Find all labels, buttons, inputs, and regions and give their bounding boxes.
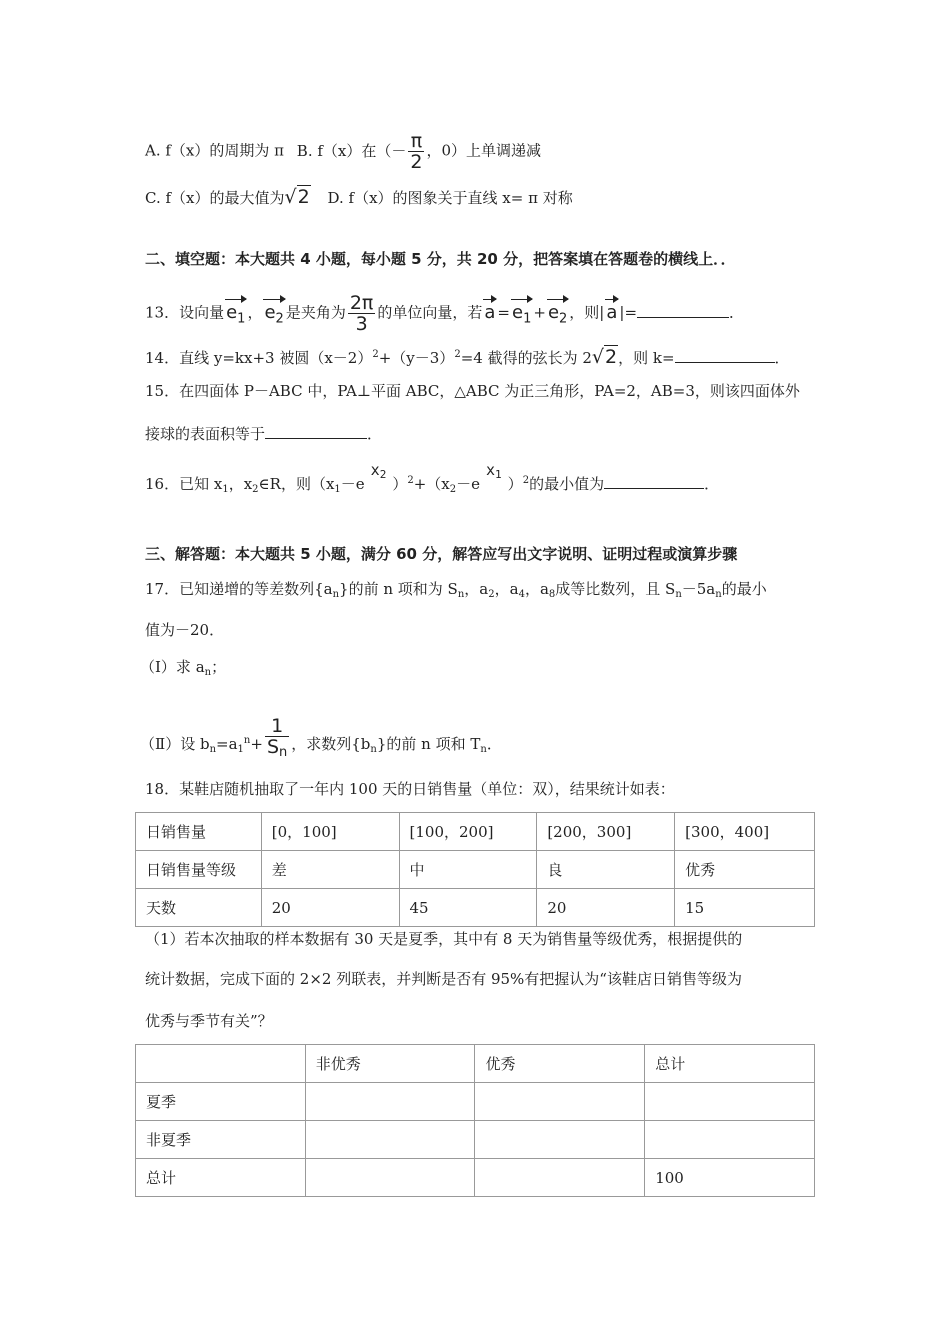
- table-cell: 总计: [136, 1159, 306, 1197]
- vector-e1-b: $e_1$: [510, 302, 533, 331]
- table-cell-input[interactable]: [475, 1083, 645, 1121]
- section2-title: 二、填空题：本大题共 4 小题，每小题 5 分，共 20 分，把答案填在答题卷的横线上．．: [145, 250, 736, 268]
- table-cell: [200，300]: [537, 813, 675, 851]
- option-b-fraction: $\frac{\pi}{2}$: [410, 130, 423, 173]
- section3-title: 三、解答题：本大题共 5 小题，满分 60 分，解答应写出文字说明、证明过程或演算步骤: [145, 545, 738, 563]
- table-cell: 天数: [136, 889, 262, 927]
- option-b-prefix: B. f（x）在（－: [296, 141, 407, 160]
- answer-blank[interactable]: [604, 472, 704, 489]
- table-row: [136, 1121, 815, 1159]
- answer-blank[interactable]: [675, 346, 775, 363]
- q18-intro: 18．某鞋店随机抽取了一年内 100 天的日销售量（单位：双），结果统计如表：: [145, 780, 675, 798]
- option-b-suffix: ，0）上单调递减: [426, 141, 542, 160]
- table-cell: [100，200]: [399, 813, 537, 851]
- table-cell: 20: [261, 889, 399, 927]
- q18-part1-line2: 统计数据，完成下面的 2×2 列联表，并判断是否有 95%有把握认为“该鞋店日销售等级为: [145, 970, 742, 988]
- table-cell: 非夏季: [136, 1121, 306, 1159]
- q17-line2: 值为－20．: [145, 621, 225, 639]
- table-cell-input[interactable]: [645, 1083, 815, 1121]
- table-cell: 差: [261, 851, 399, 889]
- table-cell: 良: [537, 851, 675, 889]
- table-cell: [300，400]: [675, 813, 815, 851]
- table-cell-input[interactable]: [305, 1121, 475, 1159]
- table-cell-input[interactable]: [475, 1159, 645, 1197]
- option-d: D. f（x）的图象关于直线 x= π 对称: [327, 189, 573, 207]
- table-cell: 夏季: [136, 1083, 306, 1121]
- vector-a-b: a: [606, 301, 618, 323]
- vector-a: a: [484, 301, 496, 323]
- table-cell: 优秀: [475, 1045, 645, 1083]
- q18-part1-line3: 优秀与季节有关”？: [145, 1012, 273, 1030]
- table-row: [136, 889, 815, 927]
- option-a: A. f（x）的周期为 π: [145, 141, 285, 160]
- q12-option-cd: [145, 186, 573, 209]
- table-cell: 20: [537, 889, 675, 927]
- exponent-x1: $x_1$: [486, 461, 502, 481]
- sales-table: [135, 812, 815, 927]
- q15-line1: 15．在四面体 P－ABC 中，PA⊥平面 ABC，△ABC 为正三角形，PA=2，AB=3，则该四面体外: [145, 382, 800, 400]
- table-cell-input[interactable]: [475, 1121, 645, 1159]
- q14-sqrt: √2: [591, 346, 618, 368]
- table-row: [136, 1083, 815, 1121]
- option-c-prefix: C. f（x）的最大值为: [145, 189, 285, 207]
- table-cell: 日销售量等级: [136, 851, 262, 889]
- q14: 14．直线 y=kx+3 被圆$(x-2)^2+(y-3)^2=4$ 截得的弦长为 2√2，则 k= ．: [145, 346, 790, 368]
- table-cell: 优秀: [675, 851, 815, 889]
- table-cell-input[interactable]: [645, 1121, 815, 1159]
- option-c-sqrt: √2: [284, 186, 310, 208]
- vector-e2: $e_2$: [262, 302, 285, 331]
- q17-part2: （Ⅱ）设 $b_n=a_1^n+$ $\frac{1}{Sn}$ ，求数列$\{b_n\}$的前 n 项和 $T_n$．: [140, 716, 502, 763]
- exponent-x2: $x_2$: [370, 461, 387, 481]
- table-cell: 非优秀: [305, 1045, 475, 1083]
- table-cell: 45: [399, 889, 537, 927]
- vector-e1: $e_1$: [224, 302, 247, 331]
- table-cell: [136, 1045, 306, 1083]
- table-cell: 日销售量: [136, 813, 262, 851]
- q17-line1: 17．已知递增的等差数列$\{a_n\}$的前 n 项和为 $S_n$，$a_2$，$a_4$，$a_8$成等比数列，且 $S_n-5a_n$的最小: [145, 580, 767, 600]
- vector-e2-b: $e_2$: [546, 302, 569, 331]
- table-cell-input[interactable]: [305, 1159, 475, 1197]
- table-cell: 总计: [645, 1045, 815, 1083]
- contingency-table: [135, 1044, 815, 1197]
- table-row: [136, 1045, 815, 1083]
- table-cell: [0，100]: [261, 813, 399, 851]
- table-cell: 中: [399, 851, 537, 889]
- q16: 16．已知 $x_1$，$x_2\in R$，则$(x_1-ex_2)^2+(x_2-ex_1)^2$的最小值为 ．: [145, 461, 720, 495]
- table-cell: 15: [675, 889, 815, 927]
- table-row: [136, 813, 815, 851]
- table-row: [136, 851, 815, 889]
- q13-fraction: $\frac{2\pi}{3}$: [349, 292, 374, 335]
- answer-blank[interactable]: [265, 422, 367, 439]
- q17-part1: （Ⅰ）求 $a_n$；: [140, 658, 227, 678]
- q12-option-ab: [145, 131, 541, 172]
- q18-part1-line1: （1）若本次抽取的样本数据有 30 天是夏季，其中有 8 天为销售量等级优秀，根据提供的: [145, 930, 743, 948]
- table-cell: 100: [645, 1159, 815, 1197]
- q15-line2: 接球的表面积等于 ．: [145, 422, 382, 445]
- answer-blank[interactable]: [637, 301, 729, 318]
- table-cell-input[interactable]: [305, 1083, 475, 1121]
- q13: 13．设向量 $e_1$ ， $e_2$ 是夹角为 $\frac{2\pi}{3}$ 的单位向量，若 $a = e_1 + e_2$ ，则| a |= ．: [145, 292, 745, 335]
- table-row: [136, 1159, 815, 1197]
- q17-fraction: $\frac{1}{Sn}$: [265, 716, 289, 763]
